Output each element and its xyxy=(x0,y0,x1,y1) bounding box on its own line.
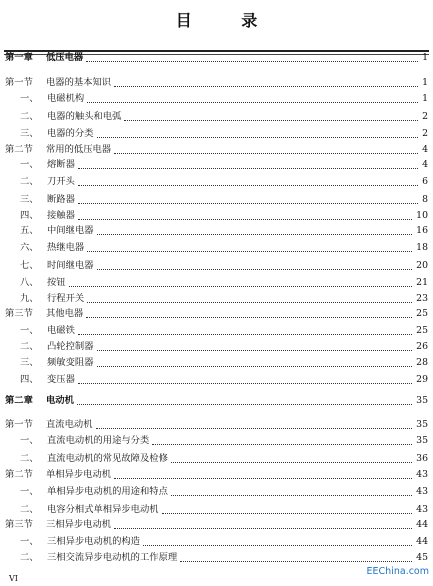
leader-dots xyxy=(180,561,412,562)
toc-item-row xyxy=(0,193,433,207)
watermark: EEChina.com xyxy=(366,566,429,577)
leader-dots xyxy=(78,185,418,186)
toc-entry-number: 九、 xyxy=(20,293,39,304)
toc-entry-page: 35 xyxy=(416,395,428,406)
toc-entry-page: 16 xyxy=(416,225,428,236)
toc-entry-title: 三相异步电动机的构造 xyxy=(47,536,140,547)
page-title: 目 录 xyxy=(175,11,280,30)
toc-item-row xyxy=(0,340,433,354)
toc-entry-title: 电器的分类 xyxy=(47,128,94,139)
toc-item-row xyxy=(0,535,433,549)
toc-item-row xyxy=(0,503,433,517)
toc-entry-page: 26 xyxy=(416,341,428,352)
toc-entry-title: 三相交流异步电动机的工作原理 xyxy=(47,552,178,563)
toc-entry-number: 二、 xyxy=(20,504,39,515)
toc-entry-page: 1 xyxy=(422,52,428,63)
toc-entry-number: 四、 xyxy=(20,374,39,385)
toc-entry-number: 第二节 xyxy=(5,469,33,480)
toc-chapter-row xyxy=(0,51,433,65)
toc-entry-page: 4 xyxy=(422,144,428,155)
toc-item-row xyxy=(0,324,433,338)
toc-entry-title: 直流电动机的常见故障及检修 xyxy=(47,453,168,464)
toc-entry-title: 时间继电器 xyxy=(47,260,94,271)
toc-entry-title: 电动机 xyxy=(46,395,74,406)
toc-entry-number: 七、 xyxy=(20,260,39,271)
toc-entry-number: 一、 xyxy=(20,93,39,104)
toc-entry-title: 常用的低压电器 xyxy=(46,144,112,155)
toc-entry-title: 单相异步电动机的用途和特点 xyxy=(47,486,168,497)
leader-dots xyxy=(78,203,418,204)
leader-dots xyxy=(96,428,412,429)
toc-item-row xyxy=(0,551,433,565)
leader-dots xyxy=(78,334,412,335)
toc-entry-page: 6 xyxy=(422,176,428,187)
toc-item-row xyxy=(0,127,433,141)
leader-dots xyxy=(78,383,412,384)
toc-entry-number: 三、 xyxy=(20,128,39,139)
toc-item-row xyxy=(0,434,433,448)
toc-entry-title: 接触器 xyxy=(47,210,75,221)
leader-dots xyxy=(114,86,418,87)
toc-entry-number: 一、 xyxy=(20,486,39,497)
toc-entry-title: 熔断器 xyxy=(47,159,75,170)
toc-entry-title: 电器的基本知识 xyxy=(46,77,112,88)
toc-entry-page: 18 xyxy=(416,242,428,253)
toc-entry-number: 第一节 xyxy=(5,77,33,88)
toc-entry-title: 断路器 xyxy=(47,194,75,205)
toc-entry-page: 25 xyxy=(416,325,428,336)
toc-entry-title: 三相异步电动机 xyxy=(46,519,112,530)
toc-entry-page: 4 xyxy=(422,159,428,170)
toc-entry-title: 电容分相式单相异步电动机 xyxy=(47,504,159,515)
toc-item-row xyxy=(0,110,433,124)
page-number-footer: VI xyxy=(9,574,18,583)
leader-dots xyxy=(87,251,412,252)
leader-dots xyxy=(97,350,412,351)
leader-dots xyxy=(97,234,412,235)
toc-item-row xyxy=(0,259,433,273)
toc-item-row xyxy=(0,158,433,172)
toc-entry-page: 43 xyxy=(416,504,428,515)
toc-entry-title: 频敏变阻器 xyxy=(47,357,94,368)
toc-item-row xyxy=(0,292,433,306)
leader-dots xyxy=(97,269,412,270)
toc-entry-page: 43 xyxy=(416,469,428,480)
toc-entry-number: 二、 xyxy=(20,341,39,352)
toc-entry-number: 八、 xyxy=(20,277,39,288)
toc-entry-page: 43 xyxy=(416,486,428,497)
toc-entry-number: 一、 xyxy=(20,325,39,336)
toc-entry-number: 二、 xyxy=(20,552,39,563)
toc-entry-page: 35 xyxy=(416,419,428,430)
toc-item-row xyxy=(0,276,433,290)
toc-item-row xyxy=(0,224,433,238)
toc-item-row xyxy=(0,92,433,106)
toc-section-row xyxy=(0,418,433,432)
toc-entry-page: 29 xyxy=(416,374,428,385)
toc-entry-number: 第一节 xyxy=(5,419,33,430)
toc-entry-title: 其他电器 xyxy=(46,308,84,319)
toc-entry-title: 电器的触头和电弧 xyxy=(47,111,122,122)
toc-entry-title: 电磁铁 xyxy=(47,325,75,336)
toc-entry-page: 8 xyxy=(422,194,428,205)
toc-chapter-row xyxy=(0,394,433,408)
toc-entry-title: 单相异步电动机 xyxy=(46,469,112,480)
toc-item-row xyxy=(0,485,433,499)
leader-dots xyxy=(77,404,412,405)
toc-entry-page: 23 xyxy=(416,293,428,304)
toc-entry-page: 21 xyxy=(416,277,428,288)
toc-entry-title: 中间继电器 xyxy=(47,225,94,236)
leader-dots xyxy=(171,462,412,463)
toc-section-row xyxy=(0,468,433,482)
toc-item-row xyxy=(0,241,433,255)
toc-entry-number: 三、 xyxy=(20,194,39,205)
leader-dots xyxy=(69,286,412,287)
leader-dots xyxy=(97,137,418,138)
toc-entry-page: 25 xyxy=(416,308,428,319)
toc-entry-number: 一、 xyxy=(20,435,39,446)
toc-entry-number: 二、 xyxy=(20,453,39,464)
leader-dots xyxy=(78,219,412,220)
toc-section-row xyxy=(0,76,433,90)
toc-section-row xyxy=(0,143,433,157)
toc-entry-number: 第二节 xyxy=(5,144,33,155)
leader-dots xyxy=(86,317,412,318)
toc-entry-title: 热继电器 xyxy=(47,242,85,253)
toc-entry-number: 五、 xyxy=(20,225,39,236)
leader-dots xyxy=(97,366,412,367)
toc-item-row xyxy=(0,373,433,387)
toc-entry-number: 第三节 xyxy=(5,308,33,319)
toc-item-row xyxy=(0,209,433,223)
toc-item-row xyxy=(0,452,433,466)
leader-dots xyxy=(87,102,418,103)
toc-entry-number: 六、 xyxy=(20,242,39,253)
toc-entry-page: 44 xyxy=(416,519,428,530)
toc-entry-number: 第二章 xyxy=(5,395,33,406)
toc-entry-title: 刀开头 xyxy=(47,176,75,187)
toc-entry-page: 1 xyxy=(422,93,428,104)
leader-dots xyxy=(114,153,418,154)
toc-entry-number: 二、 xyxy=(20,111,39,122)
toc-entry-page: 45 xyxy=(416,552,428,563)
leader-dots xyxy=(86,61,418,62)
toc-entry-title: 低压电器 xyxy=(46,52,84,63)
toc-entry-number: 四、 xyxy=(20,210,39,221)
leader-dots xyxy=(152,444,412,445)
toc-entry-page: 35 xyxy=(416,435,428,446)
toc-entry-page: 44 xyxy=(416,536,428,547)
toc-entry-page: 28 xyxy=(416,357,428,368)
leader-dots xyxy=(114,528,412,529)
leader-dots xyxy=(87,302,412,303)
toc-item-row xyxy=(0,175,433,189)
toc-entry-number: 二、 xyxy=(20,176,39,187)
toc-entry-page: 10 xyxy=(416,210,428,221)
leader-dots xyxy=(171,495,412,496)
leader-dots xyxy=(162,513,412,514)
leader-dots xyxy=(78,168,418,169)
toc-section-row xyxy=(0,307,433,321)
leader-dots xyxy=(114,478,412,479)
leader-dots xyxy=(143,545,412,546)
toc-entry-title: 按钮 xyxy=(47,277,66,288)
toc-entry-page: 2 xyxy=(422,128,428,139)
toc-entry-number: 一、 xyxy=(20,536,39,547)
toc-entry-title: 行程开关 xyxy=(47,293,85,304)
toc-section-row xyxy=(0,518,433,532)
toc-item-row xyxy=(0,356,433,370)
toc-entry-number: 一、 xyxy=(20,159,39,170)
toc-entry-page: 1 xyxy=(422,77,428,88)
toc-entry-number: 第三节 xyxy=(5,519,33,530)
toc-entry-title: 变压器 xyxy=(47,374,75,385)
toc-entry-title: 凸轮控制器 xyxy=(47,341,94,352)
leader-dots xyxy=(124,120,418,121)
toc-entry-title: 电磁机构 xyxy=(47,93,85,104)
toc-entry-page: 20 xyxy=(416,260,428,271)
toc-entry-title: 直流电动机 xyxy=(46,419,93,430)
toc-entry-number: 第一章 xyxy=(5,52,33,63)
toc-entry-number: 三、 xyxy=(20,357,39,368)
toc-entry-title: 直流电动机的用途与分类 xyxy=(47,435,150,446)
toc-entry-page: 36 xyxy=(416,453,428,464)
toc-entry-page: 2 xyxy=(422,111,428,122)
